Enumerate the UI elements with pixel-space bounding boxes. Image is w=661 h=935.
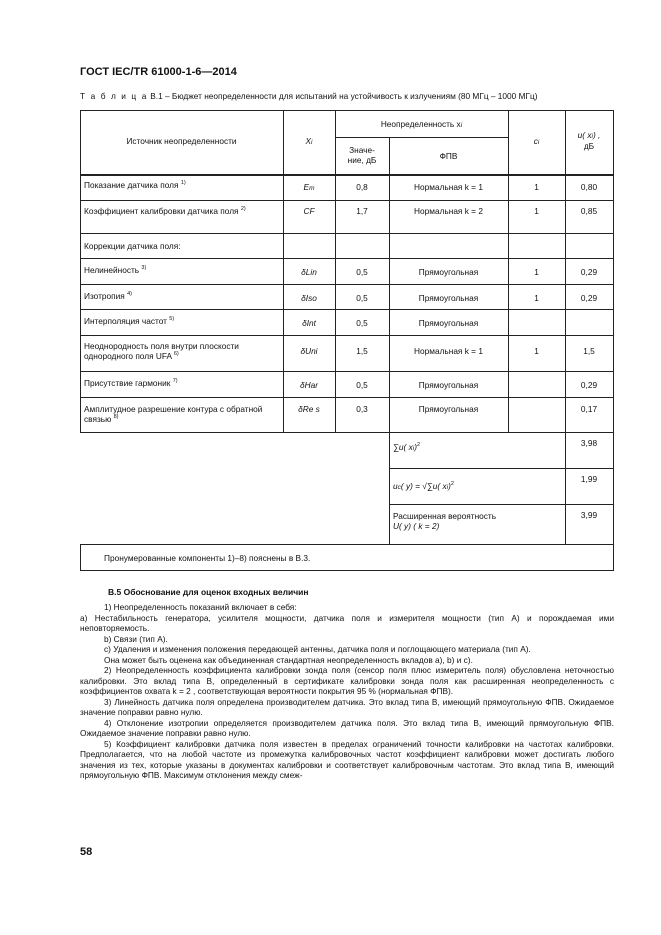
table-row-u: 0,17 [580,404,598,414]
table-row-pdf: Прямоугольная [418,293,479,303]
table-row-ci: 1 [534,182,539,192]
table-row-symbol: δInt [302,318,316,328]
table-row-symbol: δIso [301,293,317,303]
table-row-pdf: Прямоугольная [418,267,479,277]
table-caption [80,91,537,101]
table-footnote: Пронумерованные компоненты 1)–8) пояснены в В.3. [104,553,311,563]
table-row-value: 0,5 [356,380,368,390]
table-row-source: Амплитудное разрешение контура с обратной связью $^{8)}$ [84,404,263,424]
table-row-u: 0,85 [580,206,598,216]
paragraph: 3) Линейность датчика поля определена производителем датчика. Это вклад типа В, имеющий прямоугольную ФПВ. Ожидаемое значение поправки равно нулю. [80,696,614,717]
table-row-symbol: δRe s [298,404,320,414]
table-row-pdf: Нормальная k = 1 [414,346,483,356]
paragraph: Она может быть оценена как объединенная стандартная неопределенность вкладов а), b) и с). [104,654,473,665]
header-ci: ci [533,136,540,146]
header-value: Значе-ние, дБ [347,145,377,165]
table-row-symbol: CF [303,206,315,216]
table-row-source: Коэффициент калибровки датчика поля $^{2)}$ [84,206,246,216]
table-row-ci: 1 [534,206,539,216]
summary-expanded-value: 3,99 [580,510,598,520]
table-row-symbol: δUni [300,346,318,356]
page-number: 58 [80,846,93,858]
header-source: Источник неопределенности [126,136,237,146]
table-row-u: 1,5 [583,346,595,356]
table-row-value: 0,8 [356,182,368,192]
paragraph: 5) Коэффициент калибровки датчика поля известен в пределах ограничений точности калибровки на частотах калибровки. Предполагается, что на любой частоте из промежутка калибровочных частот коэффициент калибровки может достигать любого значения из тех, которые указаны в документах калибровки и соответствует калибровочным частотам. Это вклад типа В, имеющий прямоугольную ФПВ. Максимум отклонения между смеж- [80,738,614,780]
table-row-ci: 1 [534,293,539,303]
table-row-u: 0,80 [580,182,598,192]
summary-expanded-label: Расширенная вероятность U( y) ( k = 2) [393,511,497,531]
table-row-source: Интерполяция частот $^{5)}$ [84,316,175,326]
table-row-pdf: Нормальная k = 2 [414,206,483,216]
table-row-value: 1,5 [356,346,368,356]
table-row-source: Показание датчика поля $^{1)}$ [84,180,186,190]
table-row-source: Нелинейность $^{3)}$ [84,265,147,275]
table-row-symbol: δHar [300,380,318,390]
table-row-u: 0,29 [580,267,598,277]
header-xi: Xi [305,136,313,146]
table-row-source: Присутствие гармоник $^{7)}$ [84,378,178,388]
caption-text: В.1 – Бюджет неопределенности для испытаний на устойчивость к излучениям (80 МГц – 1000 МГц) [147,91,538,101]
table-row-ci: 1 [534,346,539,356]
summary-combined-value: 1,99 [580,474,598,484]
table-row-u: 0,29 [580,380,598,390]
table-row-value: 0,5 [356,267,368,277]
table-row-pdf: Прямоугольная [418,404,479,414]
table-row-pdf: Нормальная k = 1 [414,182,483,192]
table-section-label: Коррекции датчика поля: [84,241,181,251]
paragraph: b) Связи (тип А). [104,633,168,644]
paragraph: 2) Неопределенность коэффициента калибровки зонда поля (сенсор поля плюс измеритель поля) обусловлена неточностью калибровки. Это вклад типа В, определенный в сертификате калибровки зонда поля как расширенная неопределенность с коэффициентов охвата k = 2 , соответствующая вероятности покрытия 95 % (нормальная ФПВ). [80,665,614,696]
summary-combined-label: uc( y) = √∑u( xi)$^2$ [393,481,454,491]
table-row-value: 0,5 [356,293,368,303]
table-row-pdf: Прямоугольная [418,318,479,328]
table-row-value: 0,5 [356,318,368,328]
paragraph: a) Нестабильность генератора, усилителя мощности, датчика поля и измерителя мощности (тип А) и порождаемая ими неповторяемость. [80,612,614,633]
summary-sum-squares-value: 3,98 [580,438,598,448]
table-row-pdf: Прямоугольная [418,380,479,390]
header-pdf: ФПВ [439,151,458,161]
paragraph: 4) Отклонение изотропии определяется производителем датчика поля. Это вклад типа В, имеющий прямоугольную ФПВ. Ожидаемое значение поправки равно нулю. [80,717,614,738]
table-row-ci: 1 [534,267,539,277]
summary-sum-squares-label: ∑u( xi)$^2$ [393,442,421,452]
caption-label: Т а б л и ц а [80,91,148,101]
header-uxi: u( xi) , дБ [577,130,601,151]
document-header: ГОСТ IEC/TR 61000-1-6—2014 [80,66,237,78]
section-title: В.5 Обоснование для оценок входных величин [108,587,309,597]
paragraph: c) Удаления и изменения положения передающей антенны, датчика поля и поглощающего материала (тип А). [104,644,531,654]
table-row-symbol: δLin [301,267,317,277]
table-row-value: 0,3 [356,404,368,414]
paragraph: 1) Неопределенность показаний включает в себя: [104,602,297,612]
header-uncertainty: Неопределенность xi [380,119,463,129]
uncertainty-table [80,110,614,571]
table-row-symbol: Em [303,182,315,192]
table-row-u: 0,29 [580,293,598,303]
section-body [80,602,614,781]
table-row-source: Изотропия $^{4)}$ [84,291,132,301]
table-row-source: Неоднородность поля внутри плоскости однородного поля UFA $^{6)}$ [84,341,239,361]
table-row-value: 1,7 [356,206,368,216]
